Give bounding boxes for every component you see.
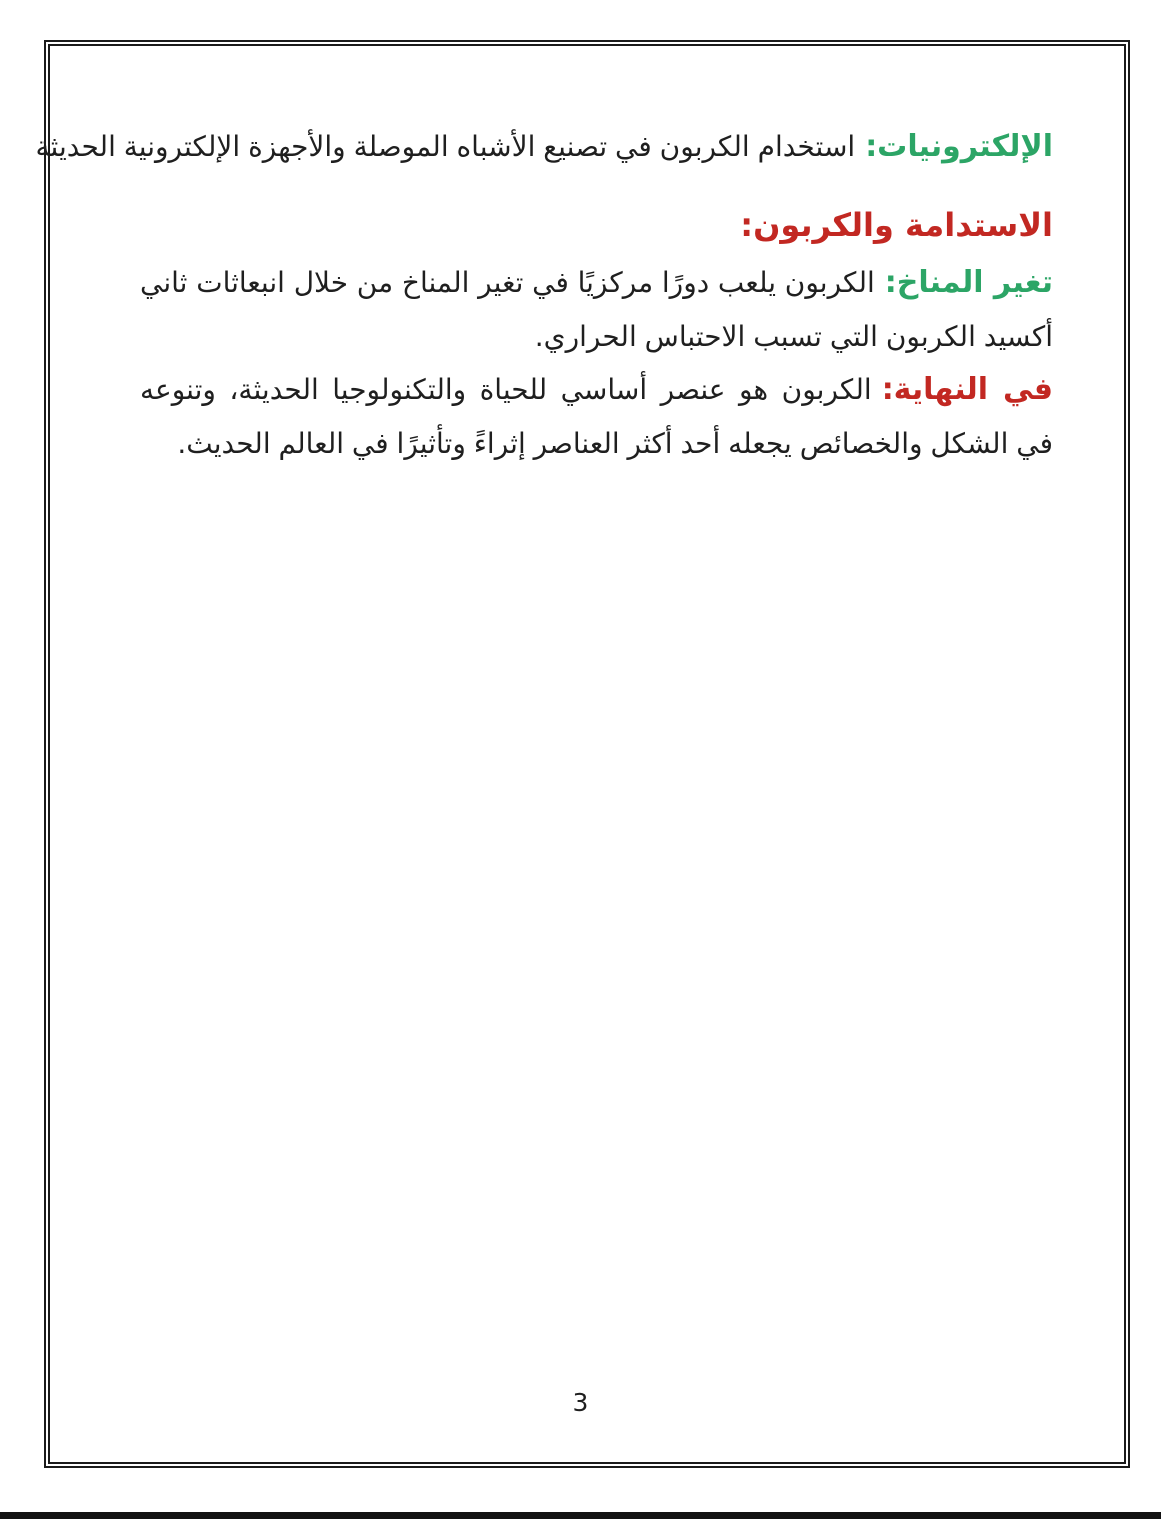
page-border <box>44 40 1130 1468</box>
section-heading-sustainability: الاستدامة والكربون: <box>740 206 1053 244</box>
page-bottom-divider <box>0 1512 1161 1519</box>
paragraph-electronics-text: استخدام الكربون في تصنيع الأشباه الموصلة والأجهزة الإلكترونية الحديثة <box>35 130 856 163</box>
lead-climate: تغير المناخ: <box>884 265 1053 300</box>
paragraph-electronics <box>35 120 1053 174</box>
page-number: 3 <box>572 1388 589 1417</box>
paragraph-climate <box>140 256 1053 364</box>
lead-electronics: الإلكترونيات: <box>865 129 1053 164</box>
paragraph-climate-text: الكربون يلعب دورًا مركزيًا في تغير المناخ من خلال انبعاثات ثاني أكسيد الكربون التي تسبب الاحتباس الحراري. <box>140 266 1053 353</box>
paragraph-conclusion-text: الكربون هو عنصر أساسي للحياة والتكنولوجيا الحديثة، وتنوعه في الشكل والخصائص يجعله أحد أكثر العناصر إثراءً وتأثيرًا في العالم الحديث. <box>140 373 1053 460</box>
paragraph-conclusion <box>140 363 1053 471</box>
lead-conclusion: في النهاية: <box>881 372 1053 407</box>
